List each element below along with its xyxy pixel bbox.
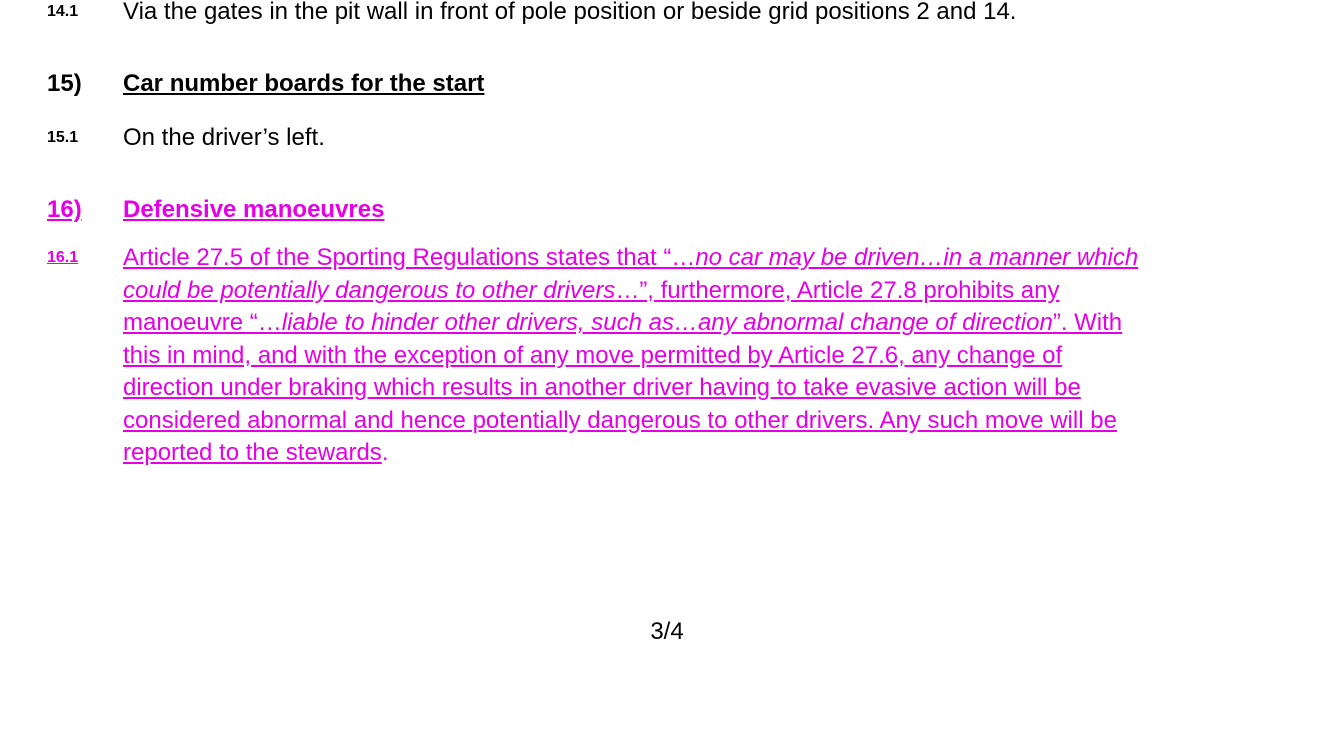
paragraph-line: considered abnormal and hence potentially dangerous to other drivers. Any such move will be — [123, 406, 1117, 434]
text-run: manoeuvre “… — [123, 309, 282, 336]
text-run: . — [381, 439, 389, 466]
section-text: Via the gates in the pit wall in front of pole position or beside grid positions 2 and 14. — [123, 0, 1017, 25]
section-text: On the driver’s left. — [123, 124, 325, 151]
section-number: 14.1 — [47, 3, 79, 20]
heading-number: 16) — [47, 196, 82, 223]
text-run: ”. With — [1052, 309, 1123, 336]
page-number: 3/4 — [650, 618, 684, 645]
text-run: …”, furthermore, Article 27.8 prohibits any — [615, 276, 1060, 304]
italic-run: could be potentially dangerous to other drivers — [123, 276, 616, 304]
italic-run: liable to hinder other drivers, such as…any abnormal change of direction — [281, 309, 1053, 336]
section-number: 16.1 — [47, 249, 79, 266]
heading-title: Car number boards for the start — [123, 70, 485, 97]
section-number: 15.1 — [47, 129, 79, 146]
paragraph-line — [123, 242, 1284, 275]
paragraph-line: direction under braking which results in another driver having to take evasive action will be — [123, 374, 1081, 401]
heading-number: 15) — [47, 70, 82, 97]
paragraph-line: this in mind, and with the exception of any move permitted by Article 27.6, any change of — [123, 341, 1063, 369]
paragraph-line — [123, 437, 1284, 470]
text-run: reported to the stewards — [123, 439, 382, 466]
paragraph-line — [123, 275, 1284, 308]
heading-title: Defensive manoeuvres — [123, 196, 385, 223]
section-paragraph — [123, 242, 1284, 470]
italic-run: no car may be driven…in a manner which — [695, 244, 1139, 271]
text-run: Article 27.5 of the Sporting Regulations states that “… — [123, 244, 696, 271]
paragraph-line — [123, 307, 1284, 340]
